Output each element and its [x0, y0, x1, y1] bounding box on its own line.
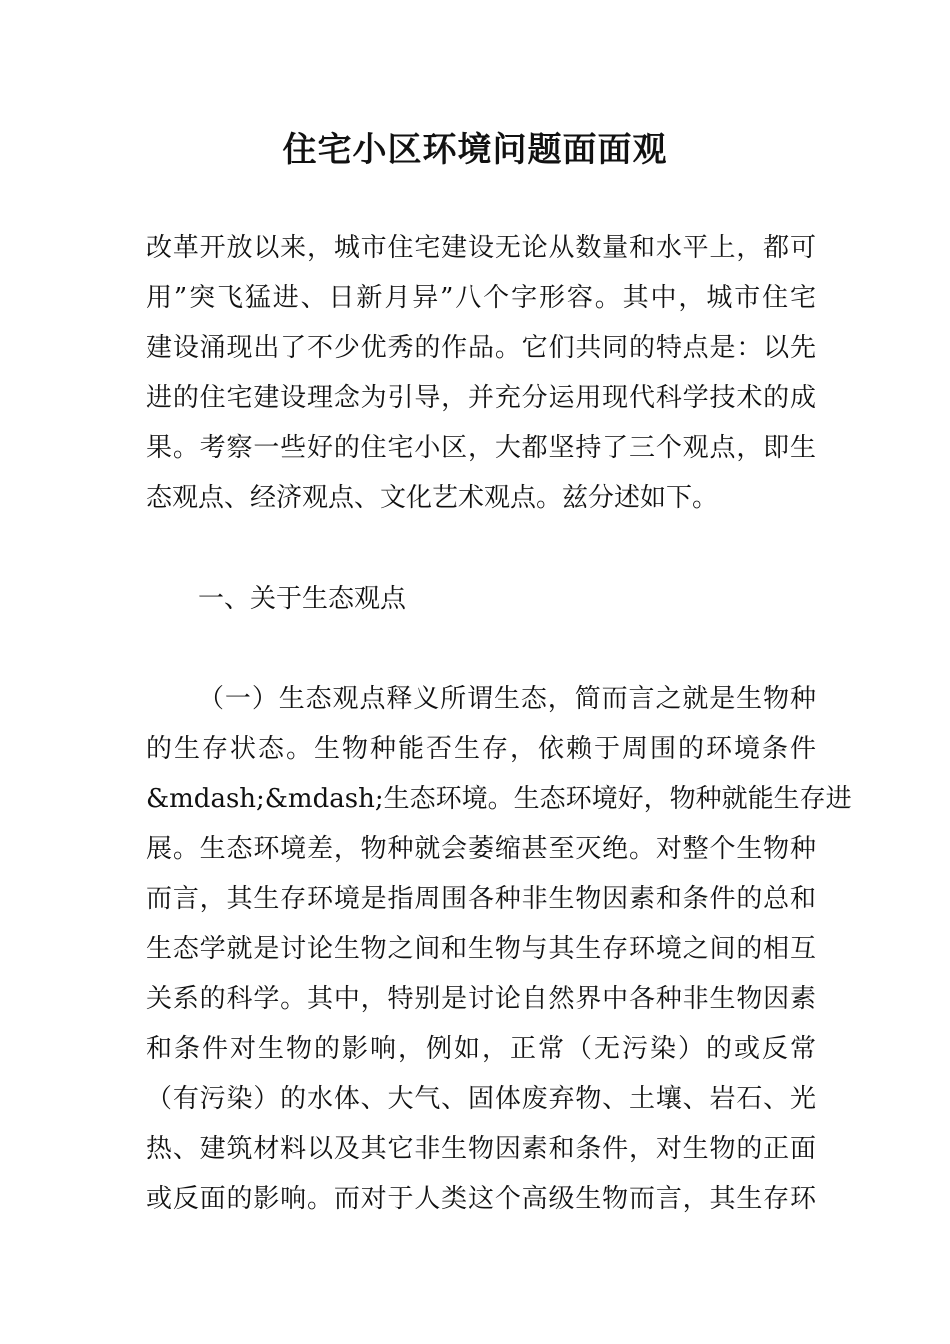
paragraph-1-line-4: 进的住宅建设理念为引导，并充分运用现代科学技术的成: [146, 383, 816, 413]
paragraph-2-line-5: 而言，其生存环境是指周围各种非生物因素和条件的总和: [146, 884, 816, 914]
paragraph-2-line-7: 关系的科学。其中，特别是讨论自然界中各种非生物因素: [146, 984, 816, 1014]
section-heading: 一、关于生态观点: [198, 584, 407, 614]
document-title: 住宅小区环境问题面面观: [282, 130, 668, 170]
paragraph-2-line-6: 生态学就是讨论生物之间和生物与其生存环境之间的相互: [146, 934, 816, 964]
paragraph-2-line-3: &mdash;&mdash;生态环境。生态环境好，物种就能生存进: [146, 784, 852, 814]
paragraph-1-line-6: 态观点、经济观点、文化艺术观点。兹分述如下。: [146, 483, 719, 513]
paragraph-1-line-2: 用”突飞猛进、日新月异”八个字形容。其中，城市住宅: [146, 283, 816, 313]
paragraph-1-line-5: 果。考察一些好的住宅小区，大都坚持了三个观点，即生: [146, 433, 816, 463]
paragraph-2-line-8: 和条件对生物的影响，例如，正常（无污染）的或反常: [146, 1034, 816, 1064]
paragraph-1-line-3: 建设涌现出了不少优秀的作品。它们共同的特点是：以先: [146, 333, 816, 363]
paragraph-2-line-1: （一）生态观点释义所谓生态，简而言之就是生物种: [198, 684, 816, 714]
paragraph-2-line-10: 热、建筑材料以及其它非生物因素和条件，对生物的正面: [146, 1134, 816, 1164]
paragraph-2-line-11: 或反面的影响。而对于人类这个高级生物而言，其生存环: [146, 1184, 816, 1214]
paragraph-2-line-2: 的生存状态。生物种能否生存，依赖于周围的环境条件: [146, 734, 816, 764]
paragraph-2-line-9: （有污染）的水体、大气、固体废弃物、土壤、岩石、光: [146, 1084, 816, 1114]
paragraph-2-line-4: 展。生态环境差，物种就会萎缩甚至灭绝。对整个生物种: [146, 834, 816, 864]
paragraph-1-line-1: 改革开放以来，城市住宅建设无论从数量和水平上，都可: [146, 233, 816, 263]
